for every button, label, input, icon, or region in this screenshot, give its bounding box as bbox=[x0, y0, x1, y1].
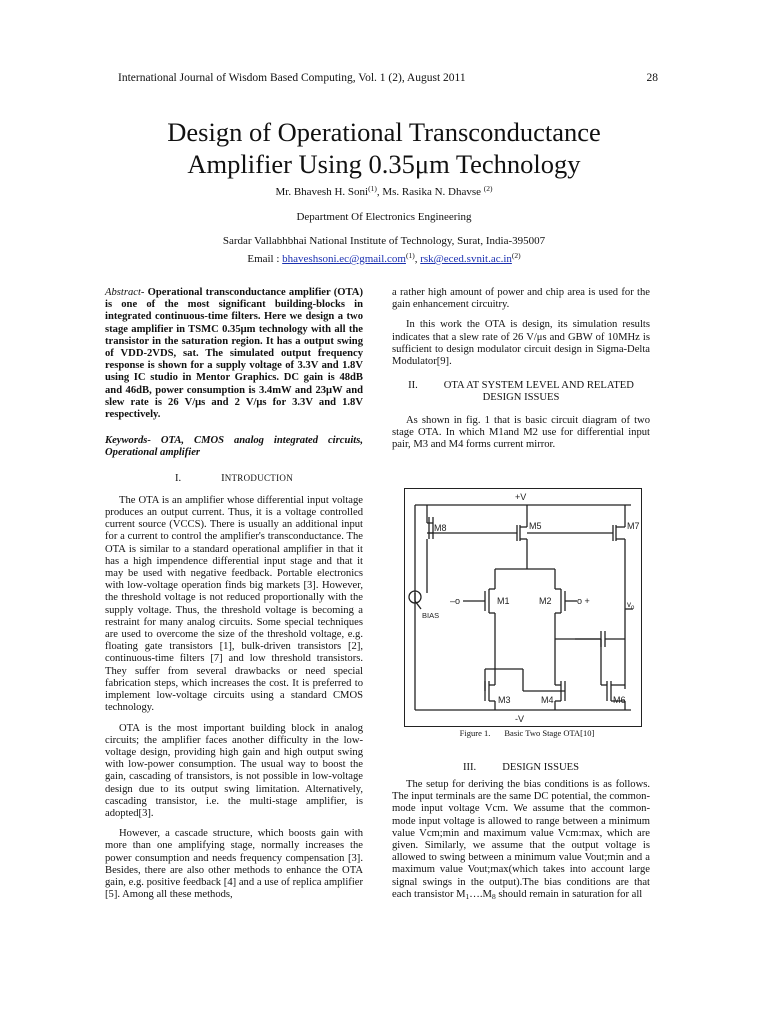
subscript-1: 1 bbox=[465, 891, 470, 901]
m5-label: M5 bbox=[529, 521, 542, 531]
section-number: III. bbox=[462, 762, 477, 773]
running-header bbox=[118, 72, 658, 84]
inverting-input-label: –o bbox=[450, 596, 461, 606]
keywords: Keywords- OTA, CMOS analog integrated circuits, Operational amplifier bbox=[105, 435, 363, 459]
m8-label: M8 bbox=[434, 523, 447, 533]
page-number: 28 bbox=[646, 72, 658, 84]
design-issues-paragraph bbox=[392, 779, 650, 901]
subscript-8: 8 bbox=[491, 891, 496, 901]
section-number: I. bbox=[174, 472, 182, 484]
email-link-1[interactable]: bhaveshsoni.ec@gmail.com bbox=[282, 253, 406, 265]
department: Department Of Electronics Engineering bbox=[296, 211, 472, 223]
author-separator: , bbox=[376, 186, 380, 198]
design-issues-text: The setup for deriving the bias conditions is as follows. The input terminals are the same DC potential, the common-mode input voltage Vcm. We assume that the common-mode input voltage is allowed to range between a minimum value Vcm;min and maximum value Vcm:max, which are given. Similarly, we assume that the output voltage is allowed to swing between a minimum value Vout;min and a maximum value Vout;max(which takes into account large signal swings in the output).The bias conditions are that each transistor M bbox=[392, 779, 650, 900]
two-stage-ota-schematic bbox=[405, 489, 641, 726]
author-1: Mr. Bhavesh H. Soni bbox=[275, 186, 369, 198]
m7-label: M7 bbox=[627, 521, 640, 531]
email-label: Email : bbox=[247, 253, 283, 265]
bias-label: BIAS bbox=[422, 611, 440, 620]
figure-caption-label: Figure 1. bbox=[459, 728, 491, 738]
m2-label: M2 bbox=[539, 596, 552, 606]
vminus-label: -V bbox=[515, 714, 524, 724]
noninverting-input-label: o + bbox=[577, 596, 590, 606]
figure-caption-text: Basic Two Stage OTA[10] bbox=[504, 728, 595, 738]
title-line-2: Amplifier Using 0.35μm Technology bbox=[187, 149, 581, 179]
section-number: II. bbox=[408, 380, 418, 392]
email-separator: , bbox=[414, 253, 421, 265]
output-label: $v_o$ bbox=[627, 600, 635, 611]
section-heading-introduction bbox=[105, 472, 363, 485]
email-line bbox=[100, 253, 668, 265]
intro-paragraph-3: However, a cascade structure, which boosts gain with more than one amplifying stage, normally increases the power consumption and needs frequency compensation [3]. Besides, there are also other methods to enhance the OTA gain, e.g. positive feedback [4] and a use of replica amplifier [5]. Among all these methods, bbox=[105, 828, 363, 901]
dots-text: ….M bbox=[469, 888, 492, 900]
intro-paragraph-2: OTA is the most important building block in analog circuits; the amplifier faces another difficulty in the low-voltage design, providing high gain and high output swing with low-power consumption. The usual way to boost the gain, cascading of transistors, is not possible in low-voltage design due to its output swing limitation. Alternatively, cascading transistor, i.e. the multi-stage amplifier, is adopted[3]. bbox=[105, 722, 363, 819]
email-1-affil: (1) bbox=[405, 251, 415, 260]
email-2-affil: (2) bbox=[511, 251, 521, 260]
author-1-affil: (1) bbox=[368, 184, 377, 193]
vplus-label: +V bbox=[515, 492, 527, 502]
paper-title bbox=[100, 116, 668, 180]
author-2: Ms. Rasika N. Dhavse bbox=[379, 186, 484, 198]
right-column bbox=[392, 287, 650, 459]
circuit-figure bbox=[404, 488, 642, 727]
section-title: OTA AT SYSTEM LEVEL AND RELATED DESIGN ISSUES bbox=[443, 380, 634, 404]
email-link-2[interactable]: rsk@eced.svnit.ac.in bbox=[420, 253, 512, 265]
intro-paragraph-1: The OTA is an amplifier whose differential input voltage produces an output current. Thus, it is a voltage controlled current source (VCCS). There is usually an additional input for a current to control the amplifier's transconductance. The OTA is similar to a standard operational amplifier in that it has a high impendence differential input stage and that it may be used with negative feedback. Portable electronics with low-voltage operation finds big markets [3]. However, the threshold voltage is not reduced proportionally with the supply voltage. Thus, the threshold voltage is becoming a restraint for many analog circuits. Some special techniques are used to overcome the size of the threshold voltage, e.g. floating gate transistors [1], bulk-driven transistors [2], continuous-time filters [7] and low threshold transistors. They suffer from several drawbacks or need special fabrication steps, which increases the cost. It is preferred to implement low-voltage circuits using a standard CMOS technology. bbox=[105, 494, 363, 714]
m6-label: M6 bbox=[613, 695, 626, 705]
m4-label: M4 bbox=[541, 695, 554, 705]
abstract bbox=[105, 287, 363, 421]
author-2-affil: (2) bbox=[483, 184, 493, 193]
abstract-label: Abstract- bbox=[105, 287, 145, 298]
section-title: DESIGN ISSUES bbox=[502, 762, 580, 773]
title-line-1: Design of Operational Transconductance bbox=[167, 117, 601, 147]
right-paragraph-3: As shown in fig. 1 that is basic circuit diagram of two stage OTA. In which M1and M2 use for differential input pair, M3 and M4 forms current mirror. bbox=[392, 414, 650, 451]
right-paragraph-1: a rather high amount of power and chip area is used for the gain enhancement circuitry. bbox=[392, 287, 650, 311]
design-issues-end: should remain in saturation for all bbox=[495, 888, 643, 900]
section-heading-2 bbox=[392, 380, 650, 404]
m1-label: M1 bbox=[497, 596, 510, 606]
right-paragraph-2: In this work the OTA is design, its simulation results indicates that a slew rate of 26 V/μs and GBW of 10MHz is sufficient to design modulator circuit design in Sigma-Delta Modulator[9]. bbox=[392, 319, 650, 368]
abstract-text: Operational transconductance amplifier (OTA) is one of the most significant building-blocks in integrated continuous-time filters. Here we design a two stage amplifier in TSMC 0.35μm technology with all the transistor in the saturation region. It has a output swing of VDD-2VDS, sat. The simulated output frequency response is shown for a supply voltage of 3.3V and 1.8V using IC studio in Mentor Graphics. DC gain is 48dB and 46dB, power consumption is 3.4mW and 23μW and slew rate is 26 V/μs and 2 V/μs for 3.3V and 1.8V respectively. bbox=[105, 287, 363, 421]
m3-label: M3 bbox=[498, 695, 511, 705]
author-list bbox=[100, 186, 668, 198]
section-heading-3 bbox=[392, 762, 650, 774]
right-column-lower bbox=[392, 779, 650, 909]
section-title-initial: I bbox=[221, 472, 225, 484]
left-column bbox=[105, 287, 363, 909]
section-title-rest: NTRODUCTION bbox=[224, 472, 293, 483]
section-3-heading-wrap bbox=[392, 762, 650, 774]
journal-citation: International Journal of Wisdom Based Computing, Vol. 1 (2), August 2011 bbox=[118, 72, 466, 84]
figure-caption bbox=[392, 728, 662, 738]
institute: Sardar Vallabhbhai National Institute of Technology, Surat, India-395007 bbox=[222, 235, 546, 247]
